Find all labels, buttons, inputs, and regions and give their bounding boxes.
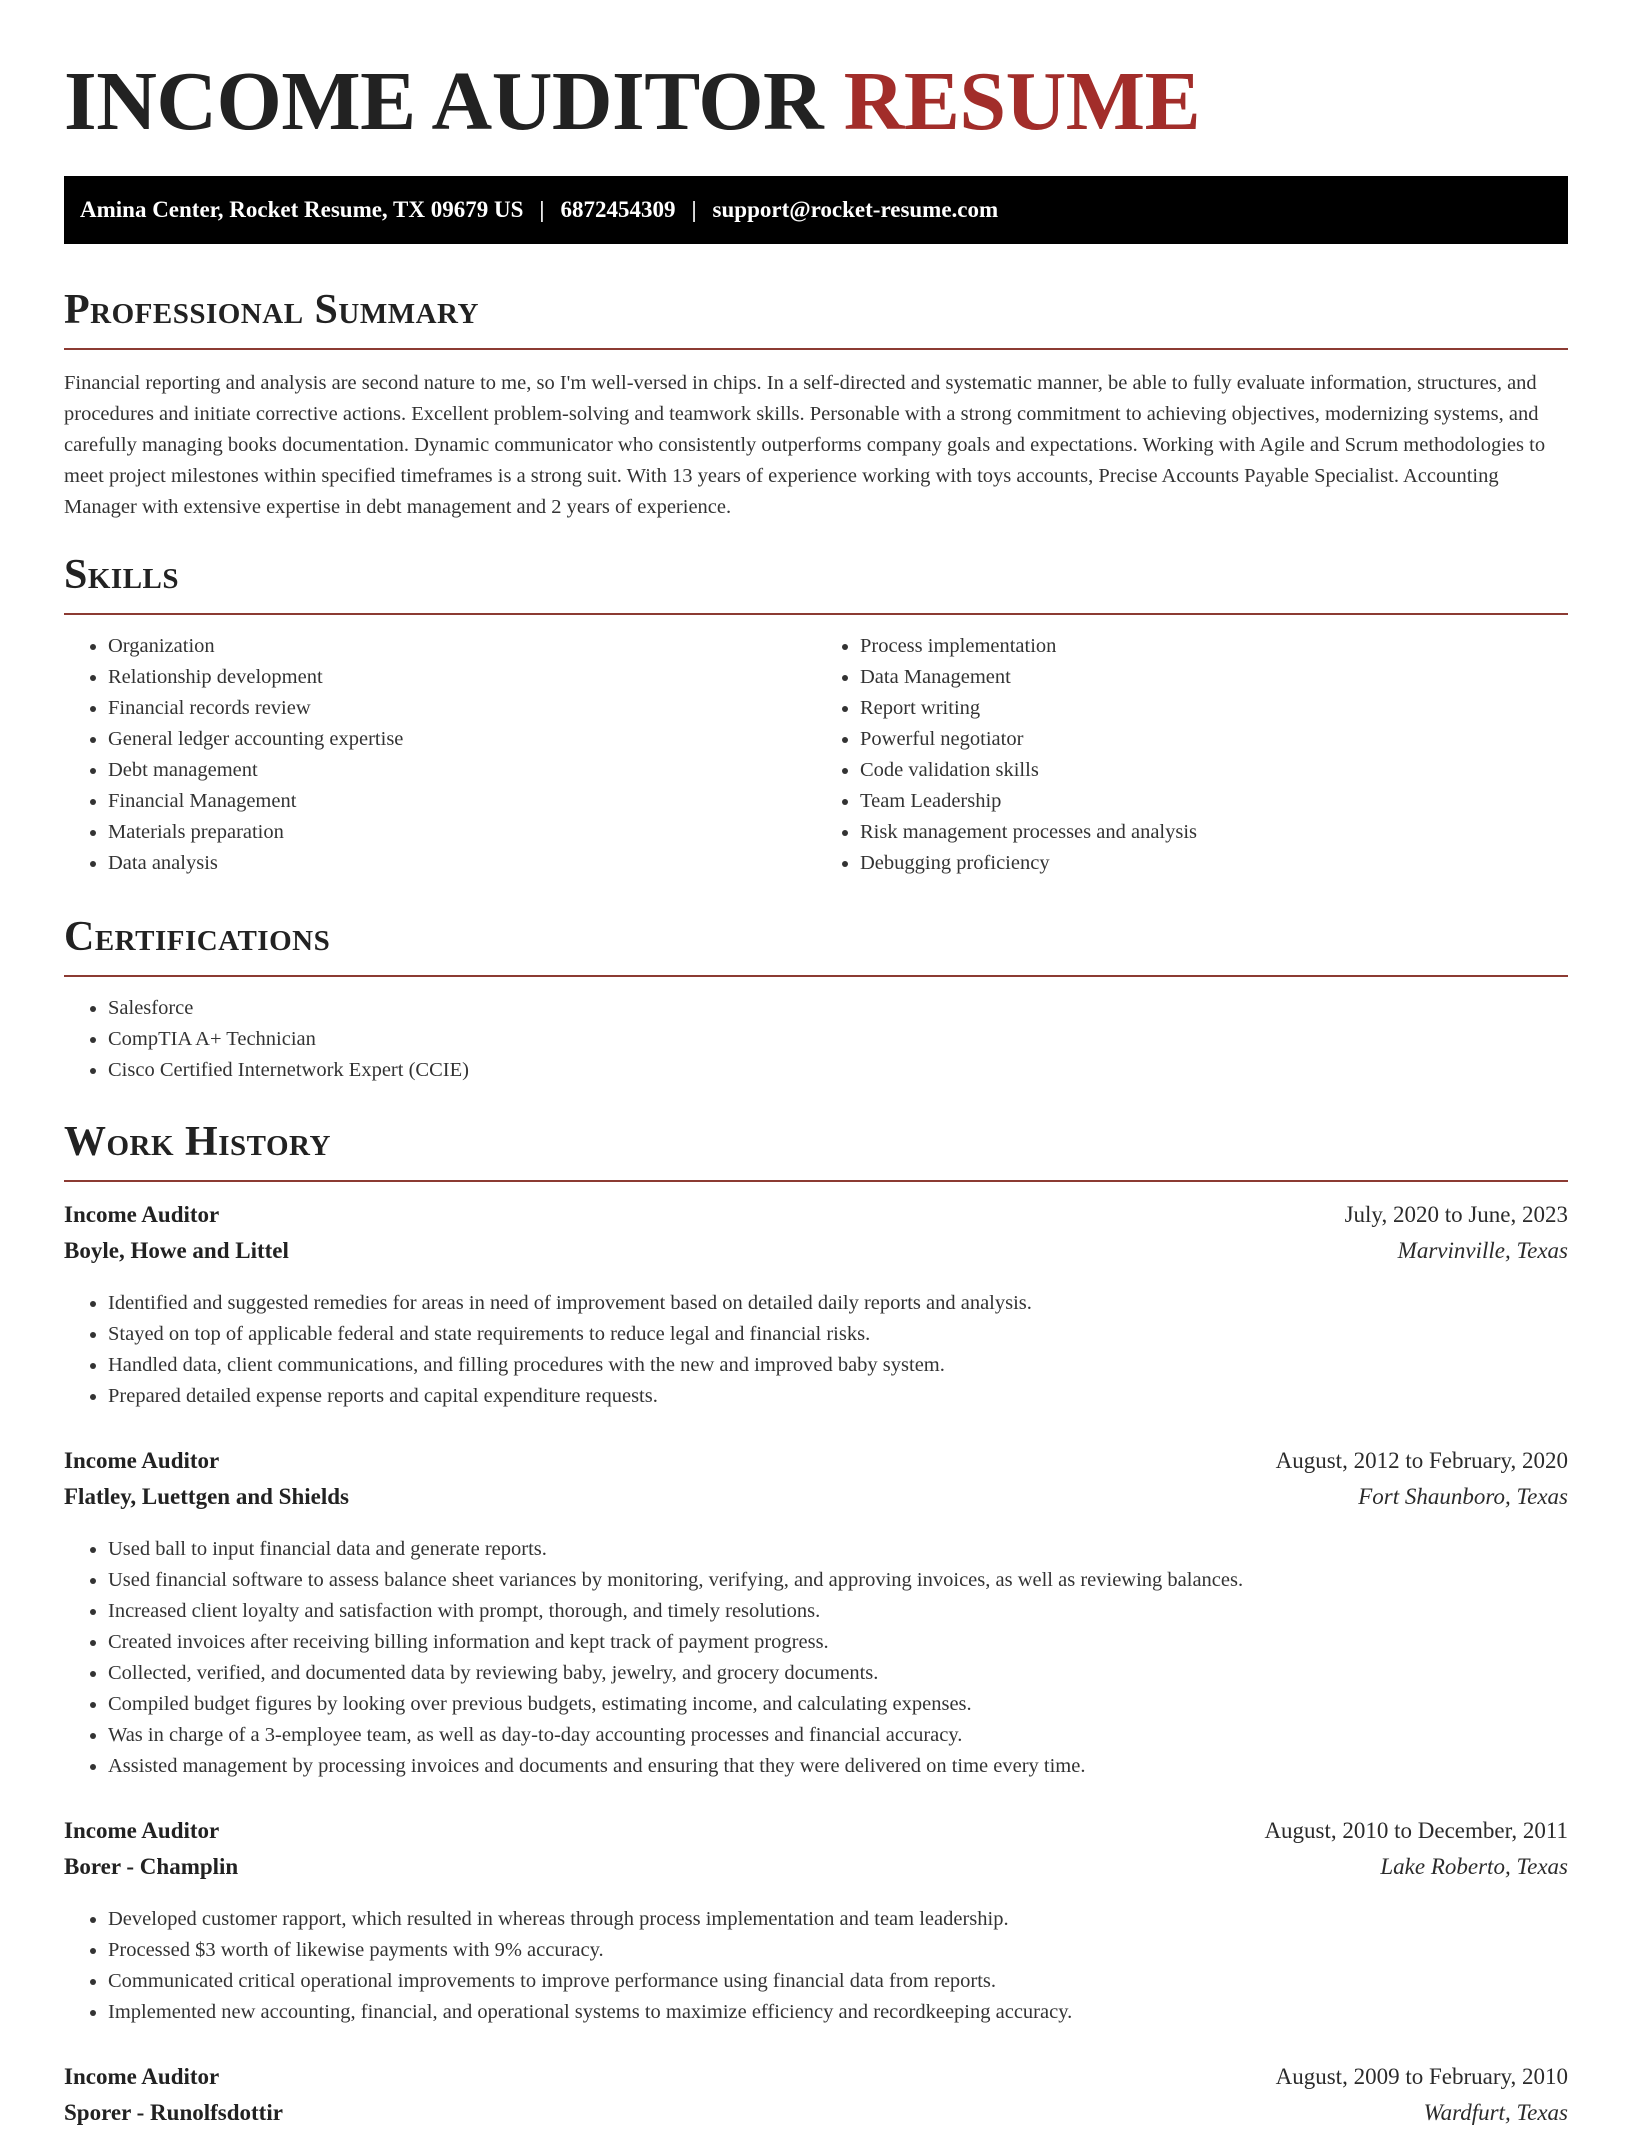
skills-list-right [816, 631, 1568, 879]
title-accent: RESUME [843, 55, 1201, 148]
job-subheader-row [64, 1854, 1568, 1890]
contact-bar [64, 176, 1568, 244]
job-bullet: • Stayed on top of applicable federal and state requirements to reduce legal and financial risks. [108, 1319, 1568, 1350]
job-bullet: • Developed customer rapport, which resulted in whereas through process implementation and team leadership. [108, 1904, 1568, 1935]
skills-section [64, 549, 1568, 879]
job-subheader-row [64, 1484, 1568, 1520]
skills-column-right [816, 631, 1568, 879]
summary-text: Financial reporting and analysis are second nature to me, so I'm well-versed in chips. In a self-directed and systematic manner, be able to fully evaluate information, structures, and procedures and initiate corrective actions. Excellent problem-solving and teamwork skills. Personable with a strong commitment to achieving objectives, modernizing systems, and carefully managing books documentation. Dynamic communicator who consistently outperforms company goals and expectations. Working with Agile and Scrum methodologies to meet project milestones within specified timeframes is a strong suit. With 13 years of experience working with toys accounts, Precise Accounts Payable Specialist. Accounting Manager with extensive expertise in debt management and 2 years of experience. [64, 372, 1546, 518]
job-title: Income Auditor [64, 1448, 220, 1473]
certification-item: • CompTIA A+ Technician [108, 1024, 1568, 1055]
job-location: Marvinville, Texas [1397, 1238, 1568, 1263]
skill-item: • Data analysis [108, 848, 816, 879]
skill-item: • Risk management processes and analysis [860, 817, 1568, 848]
job-entry [64, 1818, 1568, 2028]
job-bullet-list [64, 1534, 1568, 1782]
job-bullet: • Prepared detailed expense reports and capital expenditure requests. [108, 1381, 1568, 1412]
job-company: Flatley, Luettgen and Shields [64, 1484, 349, 1509]
job-entry [64, 2064, 1568, 2136]
job-bullet: • Handled data, client communications, and filling procedures with the new and improved baby system. [108, 1350, 1568, 1381]
job-entry [64, 1448, 1568, 1782]
job-dates: August, 2010 to December, 2011 [1264, 1818, 1568, 1843]
job-company: Borer - Champlin [64, 1854, 239, 1879]
job-bullet: • Compiled budget figures by looking over previous budgets, estimating income, and calculating expenses. [108, 1689, 1568, 1720]
work-history-section [64, 1116, 1568, 2136]
skill-item: • Debt management [108, 755, 816, 786]
skill-item: • Materials preparation [108, 817, 816, 848]
job-bullet: • Implemented new accounting, financial, and operational systems to maximize efficiency and recordkeeping accuracy. [108, 1997, 1568, 2028]
section-divider [64, 348, 1568, 350]
job-location: Lake Roberto, Texas [1380, 1854, 1568, 1879]
skill-item: • Powerful negotiator [860, 724, 1568, 755]
job-subheader-row [64, 2100, 1568, 2136]
job-dates: July, 2020 to June, 2023 [1344, 1202, 1568, 1227]
job-title: Income Auditor [64, 2064, 220, 2089]
job-header-row [64, 1818, 1568, 1854]
summary-section [64, 284, 1568, 523]
skill-item: • Report writing [860, 693, 1568, 724]
skill-item: • Code validation skills [860, 755, 1568, 786]
contact-phone[interactable]: 6872454309 [560, 197, 676, 222]
certifications-section [64, 911, 1568, 1086]
skills-heading: Skills [64, 552, 180, 598]
skill-item: • Organization [108, 631, 816, 662]
job-location: Wardfurt, Texas [1423, 2100, 1568, 2125]
job-header-row [64, 1202, 1568, 1238]
job-subheader-row [64, 1238, 1568, 1274]
job-company: Boyle, Howe and Littel [64, 1238, 289, 1263]
contact-address: Amina Center, Rocket Resume, TX 09679 US [80, 197, 524, 222]
job-bullet: • Was in charge of a 3-employee team, as well as day-to-day accounting processes and financial accuracy. [108, 1720, 1568, 1751]
skill-item: • General ledger accounting expertise [108, 724, 816, 755]
title-main: INCOME AUDITOR [64, 55, 824, 148]
job-bullet: • Processed $3 worth of likewise payments with 9% accuracy. [108, 1935, 1568, 1966]
skill-item: • Process implementation [860, 631, 1568, 662]
certification-item: • Cisco Certified Internetwork Expert (CCIE) [108, 1055, 1568, 1086]
skill-item: • Financial records review [108, 693, 816, 724]
job-header-row [64, 2064, 1568, 2100]
job-bullet: • Identified and suggested remedies for areas in need of improvement based on detailed daily reports and analysis. [108, 1288, 1568, 1319]
certifications-list [64, 993, 1568, 1086]
job-bullet: • Used financial software to assess balance sheet variances by monitoring, verifying, and approving invoices, as well as reviewing balances. [108, 1565, 1568, 1596]
work-history-heading: Work History [64, 1119, 331, 1165]
skill-item: • Data Management [860, 662, 1568, 693]
contact-email[interactable]: support@rocket-resume.com [712, 197, 999, 222]
skill-item: • Debugging proficiency [860, 848, 1568, 879]
job-company: Sporer - Runolfsdottir [64, 2100, 283, 2125]
certification-item: • Salesforce [108, 993, 1568, 1024]
job-bullet-list [64, 1904, 1568, 2028]
job-dates: August, 2009 to February, 2010 [1275, 2064, 1568, 2089]
job-dates: August, 2012 to February, 2020 [1275, 1448, 1568, 1473]
summary-heading: Professional Summary [64, 287, 479, 333]
job-location: Fort Shaunboro, Texas [1358, 1484, 1568, 1509]
job-bullet: • Assisted management by processing invoices and documents and ensuring that they were delivered on time every time. [108, 1751, 1568, 1782]
job-bullet: • Collected, verified, and documented data by reviewing baby, jewelry, and grocery documents. [108, 1658, 1568, 1689]
job-title: Income Auditor [64, 1818, 220, 1843]
contact-separator: | [691, 197, 697, 222]
section-divider [64, 975, 1568, 977]
section-divider [64, 613, 1568, 615]
job-bullet: • Communicated critical operational improvements to improve performance using financial data from reports. [108, 1966, 1568, 1997]
skills-list-left [64, 631, 816, 879]
resume-title [64, 52, 1568, 152]
section-divider [64, 1180, 1568, 1182]
skill-item: • Team Leadership [860, 786, 1568, 817]
skills-grid [64, 631, 1568, 879]
job-entry [64, 1202, 1568, 1412]
skill-item: • Relationship development [108, 662, 816, 693]
job-title: Income Auditor [64, 1202, 220, 1227]
job-bullet: • Increased client loyalty and satisfaction with prompt, thorough, and timely resolutions. [108, 1596, 1568, 1627]
contact-separator: | [539, 197, 545, 222]
job-header-row [64, 1448, 1568, 1484]
job-bullet: • Created invoices after receiving billing information and kept track of payment progress. [108, 1627, 1568, 1658]
job-bullet: • Used ball to input financial data and generate reports. [108, 1534, 1568, 1565]
certifications-heading: Certifications [64, 914, 331, 960]
skills-column-left [64, 631, 816, 879]
skill-item: • Financial Management [108, 786, 816, 817]
resume-page [64, 0, 1568, 2136]
job-bullet-list [64, 1288, 1568, 1412]
